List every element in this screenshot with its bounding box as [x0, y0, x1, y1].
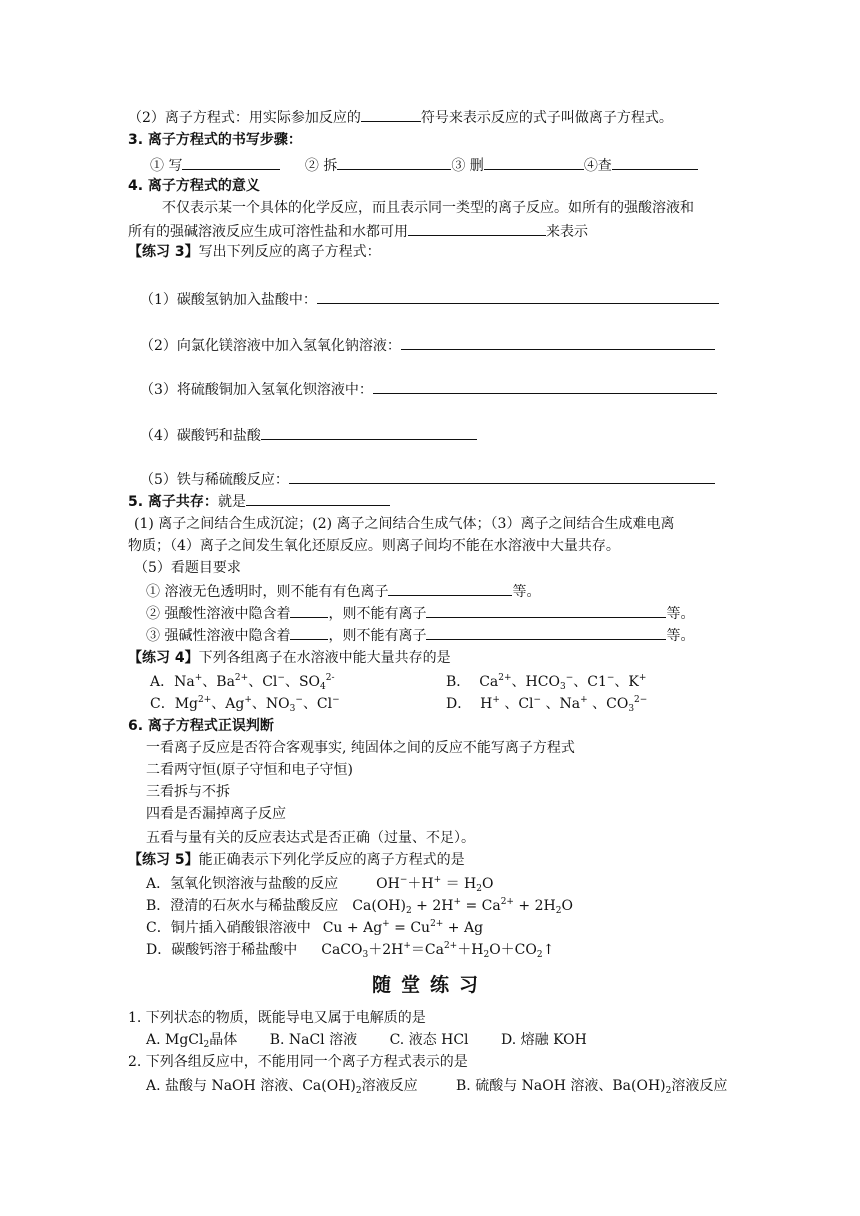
exercise-3-item: [140, 334, 715, 356]
question-1: 1. 下列状态的物质，既能导电又属于电解质的是: [128, 1010, 426, 1026]
exercise-3-title: 【练习 3】: [128, 244, 199, 260]
answer-blank[interactable]: [261, 424, 477, 440]
question-2: 2. 下列各组反应中，不能用同一个离子方程式表示的是: [128, 1054, 468, 1070]
step-split: ② 拆: [304, 158, 338, 174]
s5-requirement: （5）看题目要求: [134, 560, 241, 576]
exercise-5-title: 【练习 5】: [128, 852, 199, 868]
exercise-5-header: [128, 850, 465, 870]
rule-2: 二看两守恒(原子守恒和电子守恒): [146, 762, 353, 778]
s5-rule-3: [146, 624, 694, 646]
option-text: A．氢氧化钡溶液与盐酸的反应: [146, 876, 339, 892]
step-write: ① 写: [150, 158, 183, 174]
answer-blank[interactable]: [426, 602, 666, 618]
answer-blank[interactable]: [182, 154, 280, 170]
answer-blank[interactable]: [289, 468, 715, 484]
exercise-3-item: [140, 468, 715, 490]
s4-para2: [128, 220, 588, 242]
q1-option-d[interactable]: D. 熔融 KOH: [501, 1032, 587, 1048]
answer-blank[interactable]: [361, 106, 421, 122]
option-label: B．: [446, 674, 471, 690]
rule-4: 四看是否漏掉离子反应: [146, 806, 286, 822]
exercise-5-option-d: D．碳酸钙溶于稀盐酸中 $CaCO_3+2H^+=Ca^{2+}+H_2O+CO_2↑$: [146, 941, 555, 960]
exercise-5-option-a: A．氢氧化钡溶液与盐酸的反应 $OH^-+H^+ = H_2O$: [146, 875, 494, 894]
option-text: C．铜片插入硝酸银溶液中: [146, 920, 311, 936]
s2-text-b: 符号来表示反应的式子叫做离子方程式。: [420, 110, 673, 126]
rule-text: ② 强酸性溶液中隐含着: [146, 606, 291, 622]
answer-blank[interactable]: [373, 378, 717, 394]
q1-option-a[interactable]: A. MgCl$_2$晶体: [146, 1032, 238, 1050]
exercise-4-option-d: D． H+ 、Cl− 、Na+ 、$CO_3^{2-}$: [446, 695, 648, 714]
exercise-5-option-b: B．澄清的石灰水与稀盐酸反应 $Ca(OH)_2 + 2H^+ = Ca^{2+} + 2H_2O$: [146, 897, 573, 916]
s4-para2-b: 来表示: [546, 224, 588, 240]
exercise-3-header: [128, 242, 381, 262]
section-5-title: 5. 离子共存：: [128, 494, 218, 510]
section-6-title: 6. 离子方程式正误判断: [128, 718, 274, 734]
exercise-3-text: 写出下列反应的离子方程式：: [198, 244, 381, 260]
q1-option-c[interactable]: C. 液态 HCl: [389, 1032, 469, 1048]
option-text: B. 硫酸与 NaOH 溶液、Ba(OH): [456, 1078, 666, 1094]
rule-1: 一看离子反应是否符合客观事实, 纯固体之间的反应不能写离子方程式: [146, 740, 575, 756]
exercise-4-option-c: C．$Mg^{2+}$、Ag+、$NO_3^-$、Cl−: [150, 695, 340, 714]
item-label: （4）碳酸钙和盐酸: [140, 428, 261, 444]
answer-blank[interactable]: [246, 490, 390, 506]
exercise-4-option-a: A．Na+、$Ba^{2+}$、Cl−、$SO_4^{2-}$: [150, 673, 335, 692]
rule-text: 等。: [666, 606, 695, 622]
option-text: B．澄清的石灰水与稀盐酸反应: [146, 898, 339, 914]
rule-text: ，则不能有离子: [328, 628, 427, 644]
rule-text: 等。: [512, 584, 541, 600]
step-check: ④查: [583, 158, 612, 174]
s4-para2-a: 所有的强碱溶液反应生成可溶性盐和水都可用: [128, 224, 408, 240]
exercise-5-option-c: C．铜片插入硝酸银溶液中 $Cu + Ag^+ = Cu^{2+} + Ag$: [146, 919, 484, 936]
answer-blank[interactable]: [408, 220, 546, 236]
exercise-4-option-b: B． $Ca^{2+}$、$HCO_3^-$、C1−、K+: [446, 673, 647, 692]
exercise-4-header: [128, 648, 451, 668]
answer-blank[interactable]: [612, 154, 698, 170]
section-4-title: 4. 离子方程式的意义: [128, 178, 260, 194]
exercise-3-item: [140, 378, 717, 400]
s5-para2: 物质；（4）离子之间发生氧化还原反应。则离子间均不能在水溶液中大量共存。: [128, 538, 620, 554]
option-label: C．: [150, 696, 175, 712]
option-text: 晶体: [209, 1032, 238, 1048]
rule-text: 等。: [666, 628, 695, 644]
answer-blank[interactable]: [317, 288, 719, 304]
section-5-def: 就是: [217, 494, 246, 510]
question-1-options: [146, 1030, 587, 1050]
section-3-title: 3. 离子方程式的书写步骤：: [128, 132, 302, 148]
answer-blank[interactable]: [290, 624, 328, 640]
s5-rule-2: [146, 602, 694, 624]
practice-heading: 随堂练习: [371, 974, 488, 996]
exercise-3-item: [140, 424, 477, 446]
item-label: （2）向氯化镁溶液中加入氢氧化钠溶液：: [140, 338, 401, 354]
item-label: （5）铁与稀硫酸反应：: [140, 472, 289, 488]
rule-text: ① 溶液无色透明时，则不能有有色离子: [146, 584, 389, 600]
q1-option-b[interactable]: B. NaCl 溶液: [269, 1032, 358, 1048]
s2-line: [128, 106, 673, 128]
s2-text-a: （2）离子方程式：用实际参加反应的: [128, 110, 361, 126]
rule-text: ，则不能有离子: [328, 606, 427, 622]
answer-blank[interactable]: [426, 624, 666, 640]
answer-blank[interactable]: [388, 580, 512, 596]
s5-para1: (1) 离子之间结合生成沉淀；(2) 离子之间结合生成气体；（3）离子之间结合生成难电离: [134, 516, 675, 532]
rule-3: 三看拆与不拆: [146, 784, 230, 800]
answer-blank[interactable]: [401, 334, 715, 350]
exercise-4-text: 下列各组离子在水溶液中能大量共存的是: [198, 650, 451, 666]
section-5-header: [128, 490, 390, 512]
option-label: D．: [446, 696, 472, 712]
question-2-option-b[interactable]: B. 硫酸与 NaOH 溶液、$Ba(OH)_2$溶液反应: [456, 1078, 728, 1096]
answer-blank[interactable]: [484, 154, 584, 170]
rule-5: 五看与量有关的反应表达式是否正确（过量、不足）。: [146, 830, 475, 846]
s5-rule-1: [146, 580, 540, 602]
item-label: （3）将硫酸铜加入氢氧化钡溶液中：: [140, 382, 373, 398]
item-label: （1）碳酸氢钠加入盐酸中：: [140, 292, 317, 308]
option-text: A. 盐酸与 NaOH 溶液、Ca(OH): [146, 1078, 356, 1094]
option-text: 溶液反应: [361, 1078, 418, 1094]
question-2-option-a[interactable]: A. 盐酸与 NaOH 溶液、$Ca(OH)_2$溶液反应: [146, 1078, 418, 1096]
exercise-5-text: 能正确表示下列化学反应的离子方程式的是: [198, 852, 465, 868]
step-delete: ③ 删: [451, 158, 484, 174]
option-text: D．碳酸钙溶于稀盐酸中: [146, 942, 298, 958]
answer-blank[interactable]: [290, 602, 328, 618]
rule-text: ③ 强碱性溶液中隐含着: [146, 628, 291, 644]
s4-para1: 不仅表示某一个具体的化学反应，而且表示同一类型的离子反应。如所有的强酸溶液和: [162, 200, 694, 216]
answer-blank[interactable]: [337, 154, 451, 170]
s3-steps: [150, 154, 698, 176]
option-text: 溶液反应: [671, 1078, 728, 1094]
option-text: A. MgCl: [146, 1032, 204, 1048]
option-label: A．: [150, 674, 175, 690]
exercise-4-title: 【练习 4】: [128, 650, 199, 666]
exercise-3-item: [140, 288, 719, 310]
